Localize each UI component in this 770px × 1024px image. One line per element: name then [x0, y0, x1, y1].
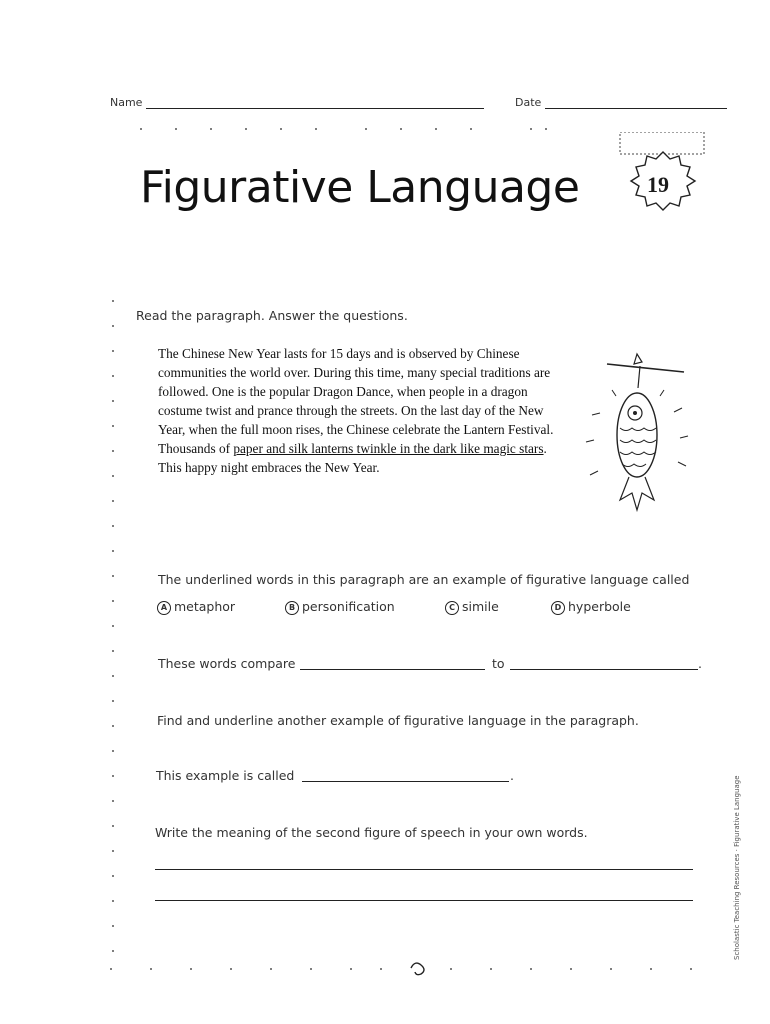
question-2-middle: to	[492, 656, 505, 671]
question-3-prompt: Find and underline another example of figurative language in the paragraph.	[157, 713, 639, 728]
question-1-prompt: The underlined words in this paragraph are an example of figurative language called	[158, 572, 690, 587]
date-label: Date	[515, 96, 542, 109]
choice-b-bubble[interactable]: B	[285, 601, 299, 615]
name-label: Name	[110, 96, 143, 109]
question-2-suffix: .	[698, 656, 702, 671]
badge-number: 19	[647, 172, 669, 197]
name-field[interactable]	[146, 108, 484, 109]
choice-c-bubble[interactable]: C	[445, 601, 459, 615]
choice-c[interactable]	[445, 599, 499, 615]
compare-blank-1[interactable]	[300, 669, 485, 670]
choice-c-label: simile	[462, 599, 499, 614]
question-4-prefix: This example is called	[156, 768, 295, 783]
choice-b[interactable]	[285, 599, 395, 615]
answer-line-1[interactable]	[155, 869, 693, 870]
question-5-prompt: Write the meaning of the second figure of speech in your own words.	[155, 825, 588, 840]
instructions: Read the paragraph. Answer the questions.	[136, 308, 408, 323]
choice-d[interactable]	[551, 599, 631, 615]
reading-passage	[158, 344, 573, 477]
swirl-icon	[405, 958, 435, 978]
side-credit: Scholastic Teaching Resources · Figurative Language	[733, 775, 741, 960]
fish-lantern-icon	[582, 350, 697, 520]
choice-a[interactable]	[157, 599, 235, 615]
date-field[interactable]	[545, 108, 727, 109]
choice-b-label: personification	[302, 599, 395, 614]
page-title: Figurative Language	[140, 162, 580, 213]
underlined-phrase: paper and silk lanterns twinkle in the dark like magic stars	[233, 441, 544, 456]
answer-line-2[interactable]	[155, 900, 693, 901]
question-4-suffix: .	[510, 768, 514, 783]
passage-text-end: . This happy night embraces the New Year.	[158, 441, 547, 475]
choice-d-bubble[interactable]: D	[551, 601, 565, 615]
passage-text: The Chinese New Year lasts for 15 days and is observed by Chinese communities the world over. During this time, many special traditions are followed. One is the popular Dragon Dance, when people in a dragon costume twist and prance through the streets. On the last day of the New Year, when the full moon rises, the Chinese celebrate the Lantern Festival. Thousands of	[158, 346, 554, 456]
choice-d-label: hyperbole	[568, 599, 631, 614]
compare-blank-2[interactable]	[510, 669, 698, 670]
example-name-blank[interactable]	[302, 781, 509, 782]
choice-a-bubble[interactable]: A	[157, 601, 171, 615]
choice-a-label: metaphor	[174, 599, 236, 614]
question-2-prefix: These words compare	[158, 656, 296, 671]
